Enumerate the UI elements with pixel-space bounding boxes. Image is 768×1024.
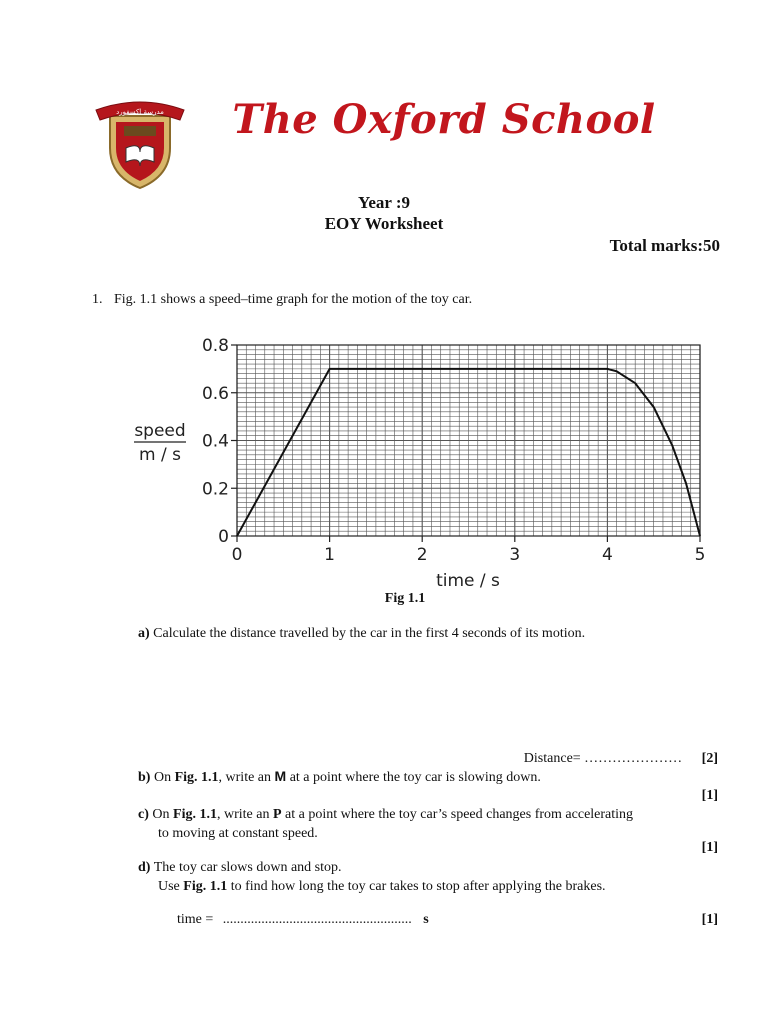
part-text: On: [153, 770, 175, 785]
x-tick-label: 1: [324, 545, 336, 565]
part-text: to moving at constant speed.: [158, 826, 318, 841]
marks-label: [2]: [701, 751, 718, 766]
letter-m: M: [274, 768, 287, 784]
x-axis-label: time / s: [436, 571, 500, 591]
time-label: time =: [177, 912, 214, 927]
x-tick-label: 4: [601, 545, 613, 565]
unit-label: s: [423, 912, 429, 927]
y-axis-label-top: speed: [134, 421, 186, 441]
distance-answer-line: [524, 751, 718, 767]
distance-answer-field[interactable]: Distance= …………………: [523, 751, 683, 766]
marks-label: [1]: [701, 912, 718, 927]
question-1b: [138, 768, 541, 786]
part-label: a): [138, 626, 150, 641]
total-marks: Total marks:50: [609, 236, 720, 255]
y-tick-label: 0.8: [201, 336, 229, 356]
figure-reference: Fig. 1.1: [174, 770, 219, 785]
part-text: , write an: [216, 807, 273, 822]
part-text: to find how long the toy car takes to stop after applying the brakes.: [227, 879, 606, 894]
figure-reference: Fig. 1.1: [183, 879, 228, 894]
year-label: Year :9: [357, 193, 411, 212]
figure-caption: Fig 1.1: [384, 591, 426, 606]
part-text: at a point where the toy car’s speed changes from accelerating: [281, 807, 634, 822]
question-1a: [138, 626, 585, 642]
figure-reference: Fig. 1.1: [173, 807, 217, 822]
part-text: Calculate the distance travelled by the car in the first 4 seconds of its motion.: [153, 626, 586, 641]
chart-grid: [237, 345, 700, 536]
part-text: at a point where the toy car is slowing down.: [286, 770, 541, 785]
y-tick-label: 0.4: [201, 431, 229, 452]
time-answer-field[interactable]: ......................................................: [222, 912, 412, 927]
y-axis-label-bottom: m / s: [139, 445, 181, 465]
part-text: Use: [158, 879, 184, 894]
marks-label: [1]: [701, 840, 718, 855]
x-tick-label: 0: [231, 545, 243, 565]
crest-arabic-text: مدرسة اكسفورد: [116, 108, 164, 116]
question-intro-text: Fig. 1.1 shows a speed–time graph for the motion of the toy car.: [114, 292, 473, 307]
x-tick-label: 2: [416, 545, 428, 565]
y-tick-label: 0.2: [201, 479, 229, 500]
marks-label: [1]: [701, 788, 718, 803]
letter-p: P: [272, 807, 282, 822]
part-label: b): [138, 770, 151, 785]
part-label: d): [138, 860, 151, 875]
time-answer-line: [177, 912, 429, 928]
question-1c: [138, 805, 633, 843]
question-1-intro: [92, 292, 472, 308]
part-text: On: [152, 807, 174, 822]
question-number: 1.: [92, 292, 103, 307]
y-tick-label: 0.6: [201, 383, 229, 404]
question-1d: [138, 858, 606, 896]
part-text: The toy car slows down and stop.: [153, 860, 342, 875]
speed-time-chart: [100, 330, 720, 592]
part-text: , write an: [218, 770, 275, 785]
school-name: The Oxford School: [232, 96, 656, 143]
x-tick-label: 5: [694, 545, 706, 565]
worksheet-title: EOY Worksheet: [324, 214, 444, 233]
part-label: c): [138, 807, 149, 822]
x-tick-label: 3: [509, 545, 521, 565]
y-tick-label: 0: [218, 527, 229, 547]
chart-ticks: [202, 336, 705, 565]
